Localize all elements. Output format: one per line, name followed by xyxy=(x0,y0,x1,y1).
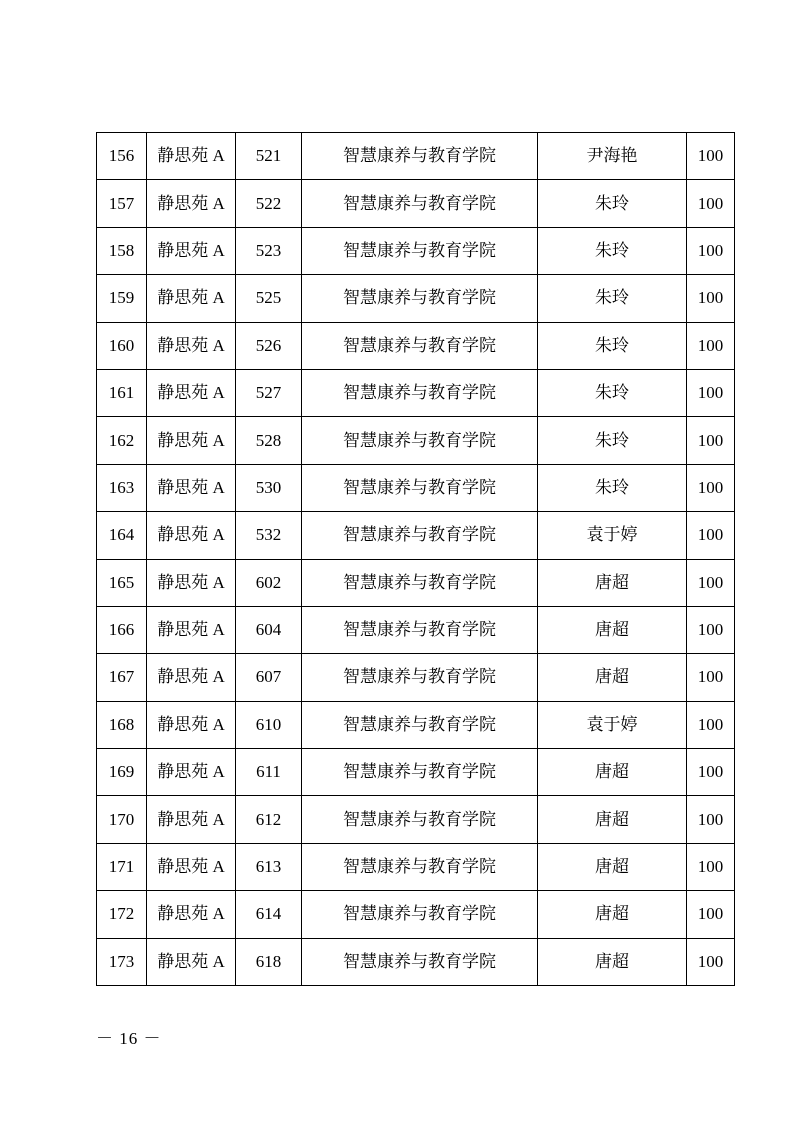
cell-number: 161 xyxy=(97,369,147,416)
cell-college: 智慧康养与教育学院 xyxy=(302,180,538,227)
cell-person: 唐超 xyxy=(538,606,687,653)
cell-room: 528 xyxy=(236,417,302,464)
cell-college: 智慧康养与教育学院 xyxy=(302,322,538,369)
table-row xyxy=(97,843,735,890)
cell-score: 100 xyxy=(687,891,735,938)
table-row xyxy=(97,369,735,416)
cell-college: 智慧康养与教育学院 xyxy=(302,606,538,653)
cell-person: 唐超 xyxy=(538,938,687,985)
cell-room: 532 xyxy=(236,512,302,559)
cell-room: 525 xyxy=(236,275,302,322)
cell-number: 173 xyxy=(97,938,147,985)
cell-room: 604 xyxy=(236,606,302,653)
cell-college: 智慧康养与教育学院 xyxy=(302,133,538,180)
cell-number: 171 xyxy=(97,843,147,890)
cell-college: 智慧康养与教育学院 xyxy=(302,512,538,559)
cell-score: 100 xyxy=(687,369,735,416)
table-row xyxy=(97,796,735,843)
cell-score: 100 xyxy=(687,796,735,843)
cell-number: 156 xyxy=(97,133,147,180)
cell-person: 唐超 xyxy=(538,749,687,796)
cell-building: 静思苑 A xyxy=(147,749,236,796)
cell-college: 智慧康养与教育学院 xyxy=(302,227,538,274)
cell-room: 530 xyxy=(236,464,302,511)
cell-number: 163 xyxy=(97,464,147,511)
cell-person: 朱玲 xyxy=(538,322,687,369)
cell-building: 静思苑 A xyxy=(147,227,236,274)
cell-building: 静思苑 A xyxy=(147,275,236,322)
cell-number: 157 xyxy=(97,180,147,227)
cell-score: 100 xyxy=(687,512,735,559)
cell-room: 523 xyxy=(236,227,302,274)
cell-building: 静思苑 A xyxy=(147,654,236,701)
cell-score: 100 xyxy=(687,322,735,369)
table-row xyxy=(97,749,735,796)
cell-score: 100 xyxy=(687,227,735,274)
cell-room: 618 xyxy=(236,938,302,985)
cell-person: 朱玲 xyxy=(538,417,687,464)
cell-room: 611 xyxy=(236,749,302,796)
cell-college: 智慧康养与教育学院 xyxy=(302,938,538,985)
cell-person: 朱玲 xyxy=(538,369,687,416)
cell-room: 607 xyxy=(236,654,302,701)
cell-college: 智慧康养与教育学院 xyxy=(302,843,538,890)
cell-person: 唐超 xyxy=(538,559,687,606)
cell-score: 100 xyxy=(687,464,735,511)
cell-room: 602 xyxy=(236,559,302,606)
cell-room: 614 xyxy=(236,891,302,938)
cell-building: 静思苑 A xyxy=(147,796,236,843)
cell-building: 静思苑 A xyxy=(147,464,236,511)
cell-college: 智慧康养与教育学院 xyxy=(302,464,538,511)
page-number: － 16 － xyxy=(96,1029,162,1048)
table-row xyxy=(97,275,735,322)
table-row xyxy=(97,322,735,369)
cell-building: 静思苑 A xyxy=(147,938,236,985)
cell-room: 522 xyxy=(236,180,302,227)
table-row xyxy=(97,654,735,701)
table-row xyxy=(97,133,735,180)
cell-number: 160 xyxy=(97,322,147,369)
cell-college: 智慧康养与教育学院 xyxy=(302,654,538,701)
cell-room: 521 xyxy=(236,133,302,180)
table-row xyxy=(97,938,735,985)
cell-number: 162 xyxy=(97,417,147,464)
table-row xyxy=(97,180,735,227)
table-row xyxy=(97,891,735,938)
cell-person: 朱玲 xyxy=(538,227,687,274)
cell-score: 100 xyxy=(687,133,735,180)
cell-score: 100 xyxy=(687,701,735,748)
cell-building: 静思苑 A xyxy=(147,322,236,369)
cell-building: 静思苑 A xyxy=(147,180,236,227)
cell-number: 168 xyxy=(97,701,147,748)
cell-person: 唐超 xyxy=(538,891,687,938)
cell-college: 智慧康养与教育学院 xyxy=(302,417,538,464)
cell-score: 100 xyxy=(687,654,735,701)
cell-score: 100 xyxy=(687,843,735,890)
cell-college: 智慧康养与教育学院 xyxy=(302,796,538,843)
cell-person: 尹海艳 xyxy=(538,133,687,180)
dormitory-score-table xyxy=(96,132,735,986)
table-row xyxy=(97,464,735,511)
cell-building: 静思苑 A xyxy=(147,843,236,890)
cell-score: 100 xyxy=(687,180,735,227)
cell-room: 613 xyxy=(236,843,302,890)
cell-building: 静思苑 A xyxy=(147,512,236,559)
cell-room: 610 xyxy=(236,701,302,748)
cell-person: 唐超 xyxy=(538,843,687,890)
cell-building: 静思苑 A xyxy=(147,133,236,180)
cell-number: 169 xyxy=(97,749,147,796)
cell-score: 100 xyxy=(687,938,735,985)
cell-number: 164 xyxy=(97,512,147,559)
cell-number: 158 xyxy=(97,227,147,274)
cell-score: 100 xyxy=(687,559,735,606)
cell-college: 智慧康养与教育学院 xyxy=(302,749,538,796)
cell-score: 100 xyxy=(687,417,735,464)
cell-number: 166 xyxy=(97,606,147,653)
cell-college: 智慧康养与教育学院 xyxy=(302,369,538,416)
cell-building: 静思苑 A xyxy=(147,701,236,748)
table-row xyxy=(97,512,735,559)
cell-room: 526 xyxy=(236,322,302,369)
table-row xyxy=(97,227,735,274)
cell-college: 智慧康养与教育学院 xyxy=(302,701,538,748)
cell-score: 100 xyxy=(687,749,735,796)
cell-score: 100 xyxy=(687,275,735,322)
cell-number: 172 xyxy=(97,891,147,938)
cell-college: 智慧康养与教育学院 xyxy=(302,275,538,322)
cell-person: 朱玲 xyxy=(538,180,687,227)
cell-room: 527 xyxy=(236,369,302,416)
cell-building: 静思苑 A xyxy=(147,606,236,653)
table-row xyxy=(97,559,735,606)
cell-building: 静思苑 A xyxy=(147,891,236,938)
cell-number: 167 xyxy=(97,654,147,701)
cell-number: 165 xyxy=(97,559,147,606)
cell-room: 612 xyxy=(236,796,302,843)
cell-building: 静思苑 A xyxy=(147,559,236,606)
cell-person: 唐超 xyxy=(538,654,687,701)
cell-number: 170 xyxy=(97,796,147,843)
table-row xyxy=(97,606,735,653)
cell-college: 智慧康养与教育学院 xyxy=(302,891,538,938)
cell-person: 唐超 xyxy=(538,796,687,843)
table-row xyxy=(97,701,735,748)
cell-person: 袁于婷 xyxy=(538,701,687,748)
cell-person: 袁于婷 xyxy=(538,512,687,559)
cell-college: 智慧康养与教育学院 xyxy=(302,559,538,606)
cell-person: 朱玲 xyxy=(538,275,687,322)
table-row xyxy=(97,417,735,464)
cell-building: 静思苑 A xyxy=(147,369,236,416)
cell-building: 静思苑 A xyxy=(147,417,236,464)
cell-number: 159 xyxy=(97,275,147,322)
cell-person: 朱玲 xyxy=(538,464,687,511)
cell-score: 100 xyxy=(687,606,735,653)
